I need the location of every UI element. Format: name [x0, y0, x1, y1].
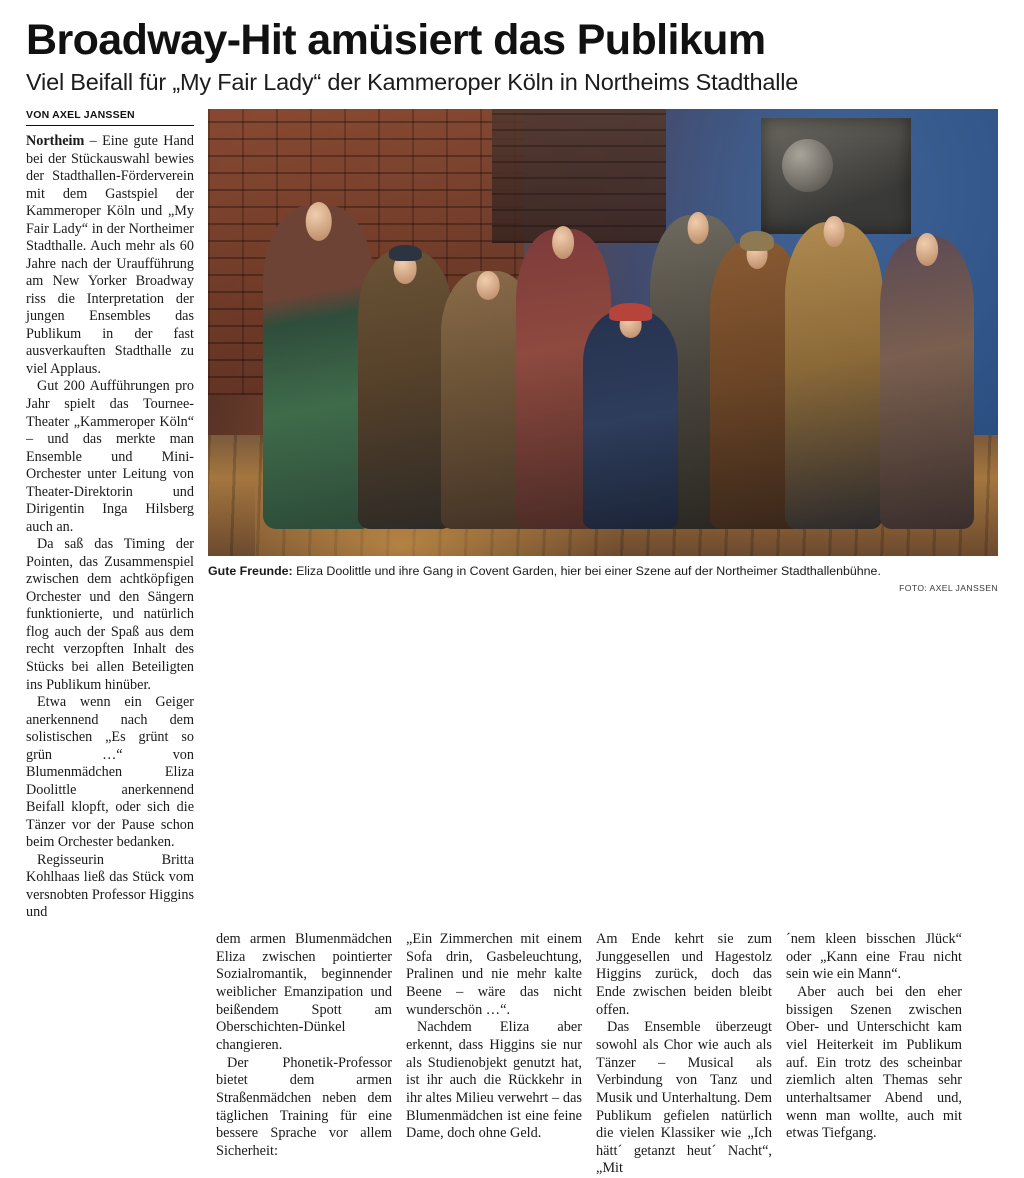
paragraph: Da saß das Timing der Pointen, das Zusammenspiel zwischen dem achtköpfigen Orchester und den Sängern funktionierte, und natürlich flog auch der Spaß aus dem recht verzopften Inhalt des Stücks bei allen Beteiligten ins Publikum hinüber. [26, 536, 194, 693]
actor-head [916, 233, 938, 265]
byline: VON AXEL JANSSEN [26, 109, 194, 126]
actor-figure [583, 310, 678, 530]
paragraph: Der Phonetik-Professor bietet dem armen Straßenmädchen neben dem täglichen Training für eine bessere Sprache vor allem Sicherheit: [216, 1054, 392, 1159]
paragraph: ´nem kleen bisschen Jlück“ oder „Kann eine Frau nicht sein wie ein Mann“. [786, 930, 962, 983]
text-column-3 [406, 931, 582, 1178]
paragraph: Nachdem Eliza aber erkennt, dass Higgins sie nur als Studienobjekt genutzt hat, ist ihr auch die Rückkehr in ihr altes Milieu verwehrt – das Blumenmädchen ist eine feine Dame, doch ohne Geld. [406, 1019, 582, 1142]
text-columns [26, 931, 998, 1178]
text-column-2 [216, 931, 392, 1178]
paragraph: Northeim – Eine gute Hand bei der Stückauswahl bewies der Stadthallen-Förderverein mit dem Gastspiel der Kammeroper Köln und „My Fair Lady“ in der Northeimer Stadthalle. Auch mehr als 60 Jahre nach der Uraufführung am New Yorker Broadway riss die Interpretation der jungen Ensembles das Publikum in der fast ausverkauften Stadthalle zu viel Applaus. [26, 133, 194, 377]
paragraph: Regisseurin Britta Kohlhaas ließ das Stück vom versnobten Professor Higgins und [26, 851, 194, 921]
dateline: Northeim [26, 133, 85, 150]
text-column-4 [596, 931, 772, 1178]
top-row [26, 109, 998, 922]
actor-head [305, 202, 332, 241]
subheadline: Viel Beifall für „My Fair Lady“ der Kammeroper Köln in Northeims Stadthalle [26, 68, 799, 95]
actor-head [824, 216, 845, 247]
photo-block [204, 109, 998, 593]
stage-photo [208, 109, 998, 556]
paragraph: Aber auch bei den eher bissigen Szenen zwischen Ober- und Unterschicht kam viel Heiterkeit im Publikum auf. Ein trotz des scheinbar ziemlich alten Themas sehr unterhaltsamer Abend und, wenn man wollte, auch mit etwas Tiefgang. [786, 983, 962, 1142]
paragraph: Etwa wenn ein Geiger anerkennend nach dem solistischen „Es grünt so grün …“ von Blumenmädchen Eliza Doolittle anerkennend Beifall klopft, oder sich die Tänzer vor der Pause schon beim Orchester bedanken. [26, 694, 194, 851]
caption-lead: Gute Freunde: [208, 564, 293, 579]
photo-credit: FOTO: AXEL JANSSEN [899, 583, 998, 594]
page-title: Broadway-Hit amüsiert das Publikum [26, 16, 766, 64]
paragraph: „Ein Zimmerchen mit einem Sofa drin, Gasbeleuchtung, Pralinen und nie mehr kalte Beene – wäre das nicht wunderschön …“. [406, 930, 582, 1018]
paragraph: Am Ende kehrt sie zum Junggesellen und Hagestolz Higgins zurück, doch das Ende zwischen beiden bleibt offen. [596, 930, 772, 1018]
actor-head [687, 212, 708, 243]
paragraph: Das Ensemble überzeugt sowohl als Chor wie auch als Tänzer – Musical als Verbindung von Tanz und Musik und Unterhaltung. Dem Publikum gefielen natürlich die vielen Klassiker wie „Ich hätt´ getanzt heut´ Nacht“, „Mit [596, 1019, 772, 1177]
paragraph: Gut 200 Aufführungen pro Jahr spielt das Tournee-Theater „Kammeroper Köln“ – und das merkte man Ensemble und Mini-Orchester unter Leitung von Theater-Direktorin und Dirigentin Inga Hilsberg auch an. [26, 378, 194, 535]
text-column-5 [786, 931, 962, 1178]
lead-column [26, 109, 204, 922]
actor-head [477, 271, 500, 299]
article-body [26, 109, 998, 1178]
actor-figure [880, 236, 975, 529]
photo-caption [208, 563, 998, 579]
paragraph: dem armen Blumenmädchen Eliza zwischen pointierter Sozialromantik, beginnender weiblicher Emanzipation und beißendem Spott am Oberschichten-Dünkel changieren. [216, 930, 392, 1053]
caption-text: Eliza Doolittle und ihre Gang in Covent Garden, hier bei einer Szene auf der Northeimer Stadthallenbühne. [292, 564, 881, 579]
actor-figure [785, 222, 884, 529]
cast-group [208, 181, 998, 530]
actor-hat [609, 303, 653, 321]
actor-hat [740, 231, 774, 251]
actor-hat [389, 245, 421, 262]
actor-head [553, 226, 575, 259]
actor-figure [358, 250, 453, 529]
